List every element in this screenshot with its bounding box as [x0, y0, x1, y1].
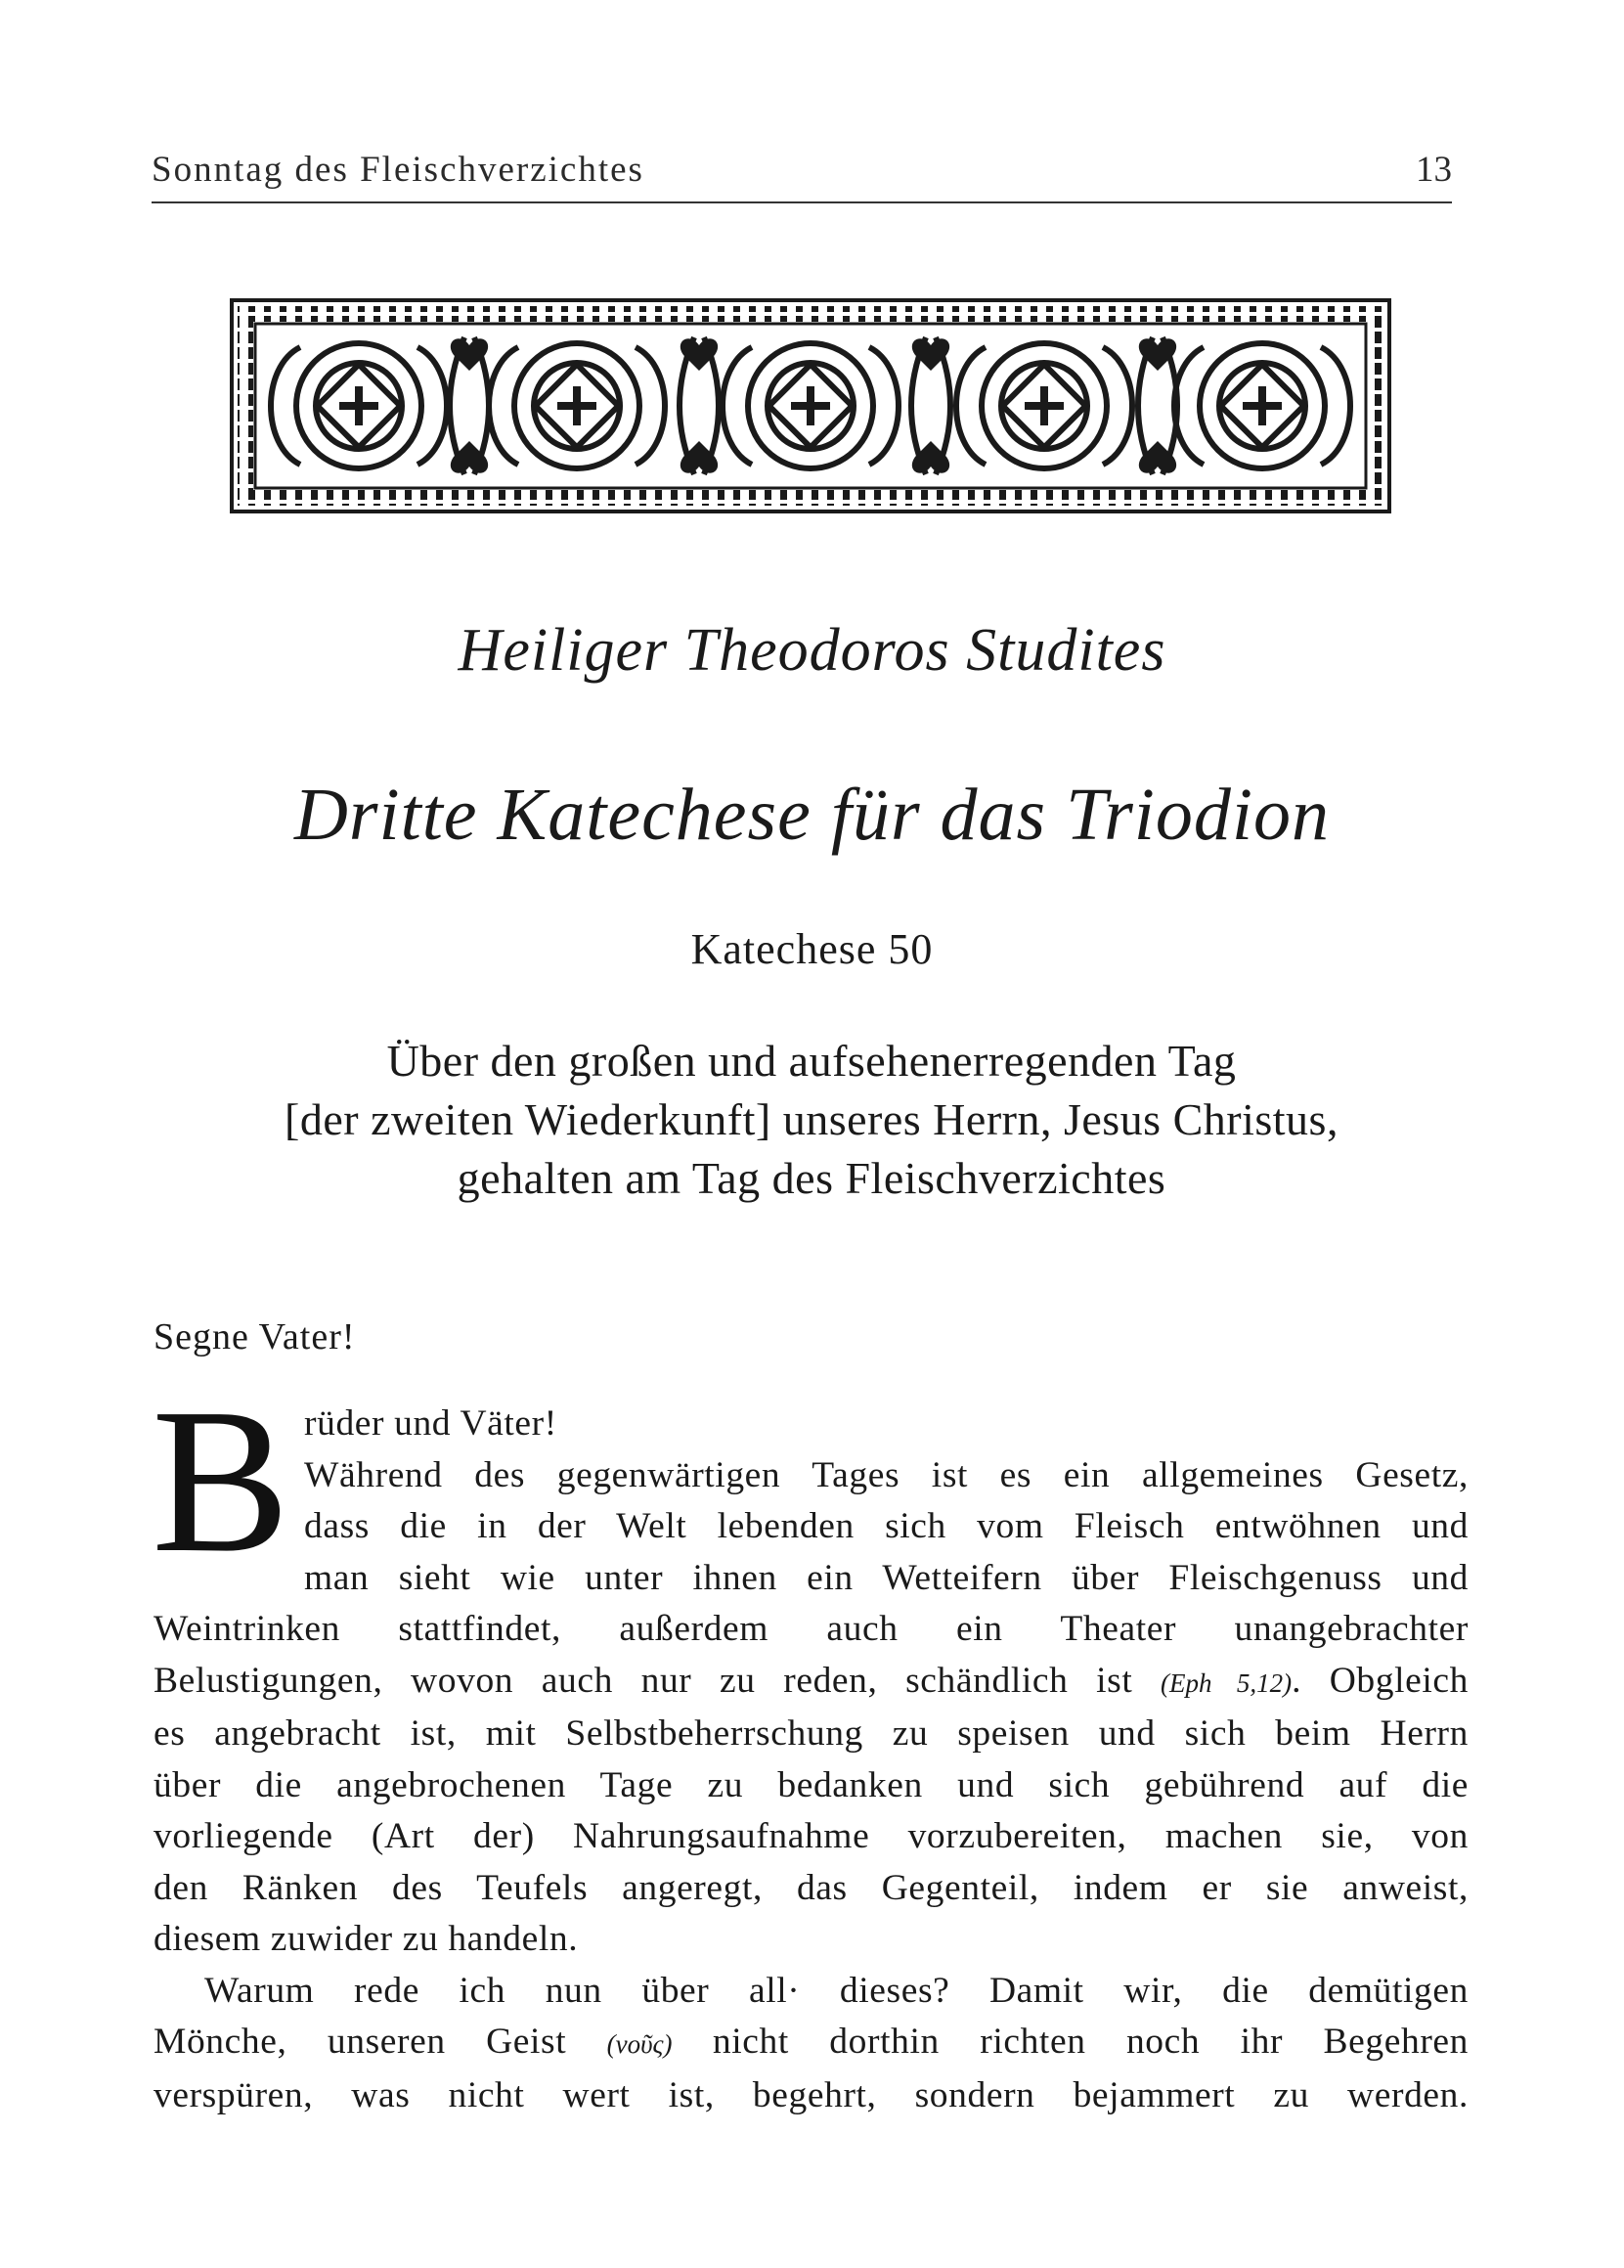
- text-line: rüder und Väter!: [304, 1403, 557, 1444]
- author-heading: Heiliger Theodoros Studites: [458, 617, 1166, 684]
- text-line: über die angebrochenen Tage zu bedanken und sich gebührend auf die: [154, 1764, 1469, 1805]
- blessing-line: Segne Vater!: [154, 1316, 356, 1357]
- text-line: dass die in der Welt lebenden sich vom Fleisch entwöhnen und: [304, 1506, 1469, 1546]
- catechesis-number: Katechese 50: [690, 925, 934, 973]
- page-number: 13: [1416, 150, 1452, 190]
- description-line: gehalten am Tag des Fleischverzichtes: [457, 1153, 1166, 1203]
- text-segment: Belustigungen, wovon auch nur zu reden, schändlich ist: [154, 1660, 1161, 1701]
- text-line: Während des gegenwärtigen Tages ist es ein allgemeines Gesetz,: [304, 1454, 1469, 1495]
- catechesis-description: [156, 1032, 1467, 1208]
- text-segment: nicht dorthin richten noch ihr Begehren: [672, 2022, 1470, 2062]
- description-line: Über den großen und aufsehenerregenden Tag: [386, 1036, 1237, 1086]
- description-line: [der zweiten Wiederkunft] unseres Herrn, Jesus Christus,: [285, 1094, 1339, 1144]
- text-line: [154, 2017, 1469, 2070]
- title-heading: Dritte Katechese für das Triodion: [294, 774, 1330, 856]
- scripture-reference: (Eph 5,12): [1160, 1668, 1293, 1698]
- text-line: man sieht wie unter ihnen ein Wetteifern über Fleischgenuss und: [304, 1557, 1469, 1598]
- text-line: vorliegende (Art der) Nahrungsaufnahme vorzubereiten, machen sie, von: [154, 1816, 1469, 1856]
- running-title: Sonntag des Fleischverzichtes: [152, 150, 644, 190]
- text-line: diesem zuwider zu handeln.: [154, 1919, 579, 1959]
- text-line: [154, 1656, 1469, 1710]
- running-header: [152, 147, 1452, 203]
- byzantine-ornament-band-icon: [230, 298, 1391, 513]
- text-segment: Mönche, unseren Geist: [154, 2022, 607, 2062]
- text-line: Warum rede ich nun über all· dieses? Damit wir, die demütigen: [204, 1970, 1469, 2011]
- text-segment: . Obgleich: [1292, 1660, 1469, 1701]
- greek-term: (νοῦς): [606, 2029, 673, 2059]
- text-line: verspüren, was nicht wert ist, begehrt, sondern bejammert zu werden.: [154, 2074, 1469, 2115]
- body-text: [152, 1365, 1470, 2121]
- drop-cap: B: [152, 1365, 291, 1595]
- text-line: den Ränken des Teufels angeregt, das Gegenteil, indem er sie anweist,: [154, 1867, 1469, 1908]
- text-line: Weintrinken stattfindet, außerdem auch ein Theater unangebrachter: [154, 1609, 1469, 1649]
- text-line: es angebracht ist, mit Selbstbeherrschung zu speisen und sich beim Herrn: [154, 1713, 1469, 1754]
